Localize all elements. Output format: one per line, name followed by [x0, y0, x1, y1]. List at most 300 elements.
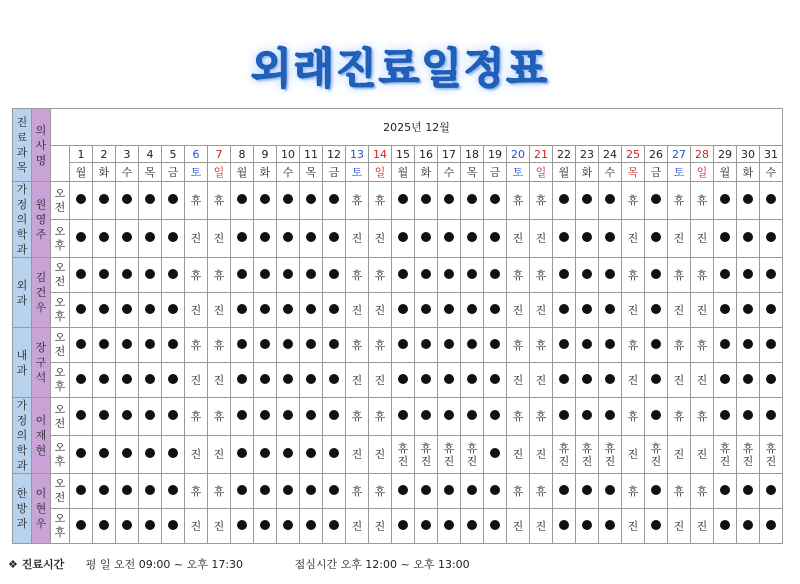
- clinic-open-dot-icon: [444, 520, 454, 530]
- clinic-open-dot-icon: [145, 304, 155, 314]
- clinic-open-dot-icon: [582, 269, 592, 279]
- schedule-cell: [668, 182, 691, 220]
- day-of-week: 토: [346, 163, 369, 182]
- clinic-open-dot-icon: [743, 232, 753, 242]
- clinic-open-dot-icon: [260, 374, 270, 384]
- schedule-cell: [277, 220, 300, 258]
- closed-mark: 휴: [696, 194, 708, 207]
- clinic-open-dot-icon: [329, 194, 339, 204]
- closed-mark: 휴 진: [604, 441, 616, 468]
- schedule-cell: [507, 363, 530, 398]
- schedule-cell: [599, 363, 622, 398]
- schedule-cell: [691, 474, 714, 509]
- clinic-open-dot-icon: [766, 232, 776, 242]
- schedule-cell: [93, 509, 116, 544]
- schedule-cell: [484, 509, 507, 544]
- schedule-cell: [346, 363, 369, 398]
- clinic-open-dot-icon: [145, 232, 155, 242]
- clinic-open-dot-icon: [720, 339, 730, 349]
- clinic-open-dot-icon: [605, 410, 615, 420]
- clinic-open-dot-icon: [168, 410, 178, 420]
- closed-mark: 휴: [374, 410, 386, 423]
- dept-cell: 내 과: [13, 328, 32, 398]
- closed-mark: 휴: [512, 268, 524, 282]
- table-row: [13, 474, 783, 509]
- schedule-cell: [714, 436, 737, 474]
- clinic-open-dot-icon: [582, 194, 592, 204]
- day-of-week: 수: [277, 163, 300, 182]
- clinic-open-dot-icon: [398, 232, 408, 242]
- clinic-open-dot-icon: [145, 448, 155, 458]
- clinic-open-dot-icon: [421, 374, 431, 384]
- doctor-cell: 이 재 현: [32, 398, 51, 474]
- clinic-open-dot-icon: [605, 304, 615, 314]
- schedule-cell: [231, 363, 254, 398]
- schedule-cell: [507, 182, 530, 220]
- clinic-open-dot-icon: [260, 304, 270, 314]
- clinic-open-dot-icon: [490, 374, 500, 384]
- closed-mark: 진: [535, 373, 547, 387]
- clinic-open-dot-icon: [559, 269, 569, 279]
- clinic-open-dot-icon: [99, 520, 109, 530]
- clinic-open-dot-icon: [283, 520, 293, 530]
- closed-mark: 휴: [213, 268, 225, 282]
- day-of-week: 목: [139, 163, 162, 182]
- day-of-week: 화: [415, 163, 438, 182]
- day-number: 31: [760, 146, 783, 163]
- clinic-open-dot-icon: [559, 232, 569, 242]
- schedule-cell: [438, 474, 461, 509]
- day-number: 15: [392, 146, 415, 163]
- schedule-cell: [760, 509, 783, 544]
- schedule-cell: [438, 258, 461, 293]
- schedule-cell: [185, 328, 208, 363]
- schedule-cell: [369, 398, 392, 436]
- closed-mark: 진: [696, 448, 708, 461]
- schedule-cell: [530, 182, 553, 220]
- closed-mark: 휴: [374, 484, 386, 498]
- schedule-cell: [576, 258, 599, 293]
- schedule-cell: [622, 258, 645, 293]
- closed-mark: 휴: [627, 410, 639, 423]
- closed-mark: 휴 진: [420, 441, 432, 468]
- clinic-open-dot-icon: [99, 339, 109, 349]
- schedule-cell: [576, 182, 599, 220]
- clinic-open-dot-icon: [421, 269, 431, 279]
- schedule-cell: [622, 474, 645, 509]
- schedule-cell: [116, 363, 139, 398]
- schedule-cell: [369, 509, 392, 544]
- schedule-cell: [323, 509, 346, 544]
- clinic-open-dot-icon: [421, 410, 431, 420]
- clinic-open-dot-icon: [398, 520, 408, 530]
- schedule-cell: [530, 363, 553, 398]
- schedule-cell: [438, 509, 461, 544]
- closed-mark: 진: [535, 232, 547, 245]
- clinic-open-dot-icon: [559, 374, 569, 384]
- schedule-cell: [599, 220, 622, 258]
- schedule-cell: [668, 436, 691, 474]
- doctor-cell: 김 건 우: [32, 258, 51, 328]
- clinic-open-dot-icon: [766, 374, 776, 384]
- schedule-cell: [737, 436, 760, 474]
- closed-mark: 진: [535, 448, 547, 461]
- closed-mark: 진: [351, 519, 363, 533]
- schedule-cell: [254, 328, 277, 363]
- schedule-cell: [415, 509, 438, 544]
- clinic-open-dot-icon: [766, 410, 776, 420]
- clinic-open-dot-icon: [122, 374, 132, 384]
- schedule-cell: [484, 293, 507, 328]
- clinic-open-dot-icon: [283, 339, 293, 349]
- clinic-open-dot-icon: [168, 520, 178, 530]
- day-number: 14: [369, 146, 392, 163]
- schedule-cell: [162, 220, 185, 258]
- clinic-open-dot-icon: [467, 410, 477, 420]
- clinic-open-dot-icon: [306, 485, 316, 495]
- schedule-cell: [139, 398, 162, 436]
- closed-mark: 휴: [627, 338, 639, 352]
- schedule-cell: [714, 220, 737, 258]
- schedule-table: [12, 108, 783, 544]
- closed-mark: 진: [213, 519, 225, 533]
- clinic-open-dot-icon: [444, 304, 454, 314]
- clinic-open-dot-icon: [122, 520, 132, 530]
- day-of-week: 토: [668, 163, 691, 182]
- closed-mark: 휴: [627, 268, 639, 282]
- clinic-open-dot-icon: [605, 232, 615, 242]
- day-number: 4: [139, 146, 162, 163]
- schedule-cell: [300, 328, 323, 363]
- clinic-open-dot-icon: [237, 374, 247, 384]
- clinic-open-dot-icon: [605, 194, 615, 204]
- schedule-cell: [553, 293, 576, 328]
- day-number: 25: [622, 146, 645, 163]
- schedule-cell: [415, 182, 438, 220]
- clinic-open-dot-icon: [421, 194, 431, 204]
- schedule-cell: [553, 474, 576, 509]
- clinic-open-dot-icon: [766, 269, 776, 279]
- schedule-cell: [277, 474, 300, 509]
- clinic-open-dot-icon: [467, 485, 477, 495]
- schedule-cell: [438, 436, 461, 474]
- closed-mark: 휴 진: [650, 441, 662, 468]
- schedule-cell: [553, 328, 576, 363]
- schedule-cell: [254, 293, 277, 328]
- closed-mark: 진: [351, 303, 363, 317]
- schedule-cell: [461, 328, 484, 363]
- clinic-open-dot-icon: [605, 339, 615, 349]
- schedule-cell: [277, 436, 300, 474]
- schedule-cell: [576, 220, 599, 258]
- day-of-week: 월: [392, 163, 415, 182]
- clinic-open-dot-icon: [76, 485, 86, 495]
- schedule-cell: [668, 220, 691, 258]
- schedule-cell: [553, 258, 576, 293]
- schedule-cell: [369, 182, 392, 220]
- table-row: [13, 436, 783, 474]
- clinic-open-dot-icon: [743, 520, 753, 530]
- closed-mark: 휴: [351, 484, 363, 498]
- schedule-cell: [599, 293, 622, 328]
- clinic-open-dot-icon: [582, 410, 592, 420]
- session-cell: 오 전: [51, 398, 70, 436]
- closed-mark: 진: [696, 303, 708, 317]
- doctor-cell: 이 현 우: [32, 474, 51, 544]
- day-number: 22: [553, 146, 576, 163]
- closed-mark: 진: [374, 232, 386, 245]
- closed-mark: 진: [696, 232, 708, 245]
- schedule-cell: [116, 328, 139, 363]
- closed-mark: 진: [535, 303, 547, 317]
- day-of-week: 월: [553, 163, 576, 182]
- closed-mark: 진: [512, 232, 524, 245]
- schedule-cell: [208, 220, 231, 258]
- clinic-open-dot-icon: [720, 232, 730, 242]
- clinic-open-dot-icon: [260, 410, 270, 420]
- clinic-open-dot-icon: [490, 520, 500, 530]
- clinic-open-dot-icon: [76, 304, 86, 314]
- clinic-open-dot-icon: [306, 232, 316, 242]
- schedule-cell: [93, 398, 116, 436]
- schedule-cell: [346, 328, 369, 363]
- clinic-open-dot-icon: [306, 339, 316, 349]
- schedule-cell: [691, 363, 714, 398]
- schedule-cell: [162, 182, 185, 220]
- clinic-open-dot-icon: [605, 485, 615, 495]
- clinic-open-dot-icon: [237, 410, 247, 420]
- schedule-cell: [645, 509, 668, 544]
- closed-mark: 진: [627, 519, 639, 533]
- schedule-cell: [70, 474, 93, 509]
- clinic-open-dot-icon: [99, 232, 109, 242]
- schedule-cell: [691, 293, 714, 328]
- closed-mark: 진: [374, 448, 386, 461]
- session-cell: 오 후: [51, 509, 70, 544]
- clinic-open-dot-icon: [743, 339, 753, 349]
- schedule-cell: [461, 220, 484, 258]
- closed-mark: 진: [190, 519, 202, 533]
- clinic-open-dot-icon: [421, 520, 431, 530]
- day-number: 24: [599, 146, 622, 163]
- schedule-cell: [691, 220, 714, 258]
- schedule-cell: [599, 182, 622, 220]
- clinic-open-dot-icon: [582, 374, 592, 384]
- dept-header: 진 료 과 목: [13, 109, 32, 182]
- schedule-cell: [369, 363, 392, 398]
- schedule-cell: [530, 509, 553, 544]
- closed-mark: 진: [374, 519, 386, 533]
- schedule-cell: [346, 182, 369, 220]
- clinic-open-dot-icon: [444, 232, 454, 242]
- month-title: 2025년 12월: [51, 109, 783, 146]
- clinic-open-dot-icon: [720, 374, 730, 384]
- closed-mark: 진: [512, 303, 524, 317]
- schedule-cell: [415, 398, 438, 436]
- clinic-open-dot-icon: [467, 269, 477, 279]
- closed-mark: 휴: [696, 268, 708, 282]
- clinic-open-dot-icon: [168, 232, 178, 242]
- clinic-open-dot-icon: [76, 448, 86, 458]
- schedule-cell: [116, 220, 139, 258]
- schedule-cell: [645, 398, 668, 436]
- schedule-cell: [93, 363, 116, 398]
- schedule-cell: [185, 220, 208, 258]
- schedule-cell: [461, 398, 484, 436]
- closed-mark: 진: [627, 232, 639, 245]
- closed-mark: 진: [190, 303, 202, 317]
- schedule-cell: [760, 293, 783, 328]
- clinic-open-dot-icon: [559, 339, 569, 349]
- closed-mark: 휴: [190, 268, 202, 282]
- schedule-cell: [116, 293, 139, 328]
- closed-mark: 휴: [696, 484, 708, 498]
- clinic-open-dot-icon: [743, 194, 753, 204]
- schedule-cell: [714, 293, 737, 328]
- day-of-week: 토: [507, 163, 530, 182]
- clinic-open-dot-icon: [421, 304, 431, 314]
- schedule-cell: [369, 220, 392, 258]
- session-cell: 오 전: [51, 474, 70, 509]
- clinic-open-dot-icon: [122, 410, 132, 420]
- clinic-open-dot-icon: [168, 339, 178, 349]
- schedule-cell: [162, 293, 185, 328]
- clinic-open-dot-icon: [720, 269, 730, 279]
- schedule-cell: [737, 258, 760, 293]
- schedule-cell: [231, 509, 254, 544]
- closed-mark: 휴 진: [719, 441, 731, 468]
- schedule-cell: [553, 436, 576, 474]
- clinic-open-dot-icon: [283, 232, 293, 242]
- clinic-open-dot-icon: [766, 339, 776, 349]
- clinic-open-dot-icon: [467, 304, 477, 314]
- schedule-cell: [599, 474, 622, 509]
- clinic-open-dot-icon: [444, 410, 454, 420]
- schedule-cell: [507, 398, 530, 436]
- schedule-cell: [208, 474, 231, 509]
- schedule-cell: [530, 293, 553, 328]
- schedule-cell: [714, 328, 737, 363]
- day-number: 20: [507, 146, 530, 163]
- clinic-open-dot-icon: [99, 374, 109, 384]
- schedule-cell: [415, 474, 438, 509]
- schedule-cell: [185, 509, 208, 544]
- schedule-cell: [553, 182, 576, 220]
- schedule-cell: [254, 182, 277, 220]
- session-cell: 오 후: [51, 293, 70, 328]
- clinic-open-dot-icon: [651, 374, 661, 384]
- day-of-week: 화: [93, 163, 116, 182]
- clinic-open-dot-icon: [766, 194, 776, 204]
- schedule-cell: [116, 474, 139, 509]
- schedule-cell: [484, 182, 507, 220]
- clinic-open-dot-icon: [743, 304, 753, 314]
- schedule-cell: [576, 328, 599, 363]
- clinic-open-dot-icon: [444, 269, 454, 279]
- schedule-cell: [645, 436, 668, 474]
- clinic-open-dot-icon: [421, 339, 431, 349]
- schedule-cell: [323, 258, 346, 293]
- schedule-cell: [116, 509, 139, 544]
- closed-mark: 휴: [512, 484, 524, 498]
- closed-mark: 휴: [512, 410, 524, 423]
- day-number: 13: [346, 146, 369, 163]
- clinic-open-dot-icon: [122, 339, 132, 349]
- day-number: 7: [208, 146, 231, 163]
- clinic-hours-label: ❖ 진료시간: [8, 558, 65, 571]
- clinic-open-dot-icon: [490, 410, 500, 420]
- clinic-open-dot-icon: [76, 194, 86, 204]
- schedule-cell: [645, 474, 668, 509]
- clinic-open-dot-icon: [76, 339, 86, 349]
- closed-mark: 휴: [535, 410, 547, 423]
- clinic-open-dot-icon: [329, 304, 339, 314]
- day-of-week: 금: [484, 163, 507, 182]
- closed-mark: 휴: [512, 338, 524, 352]
- day-number: 1: [70, 146, 93, 163]
- clinic-open-dot-icon: [398, 339, 408, 349]
- schedule-cell: [93, 436, 116, 474]
- schedule-cell: [576, 509, 599, 544]
- closed-mark: 진: [673, 519, 685, 533]
- clinic-open-dot-icon: [651, 194, 661, 204]
- clinic-open-dot-icon: [145, 269, 155, 279]
- schedule-cell: [622, 220, 645, 258]
- clinic-open-dot-icon: [145, 410, 155, 420]
- closed-mark: 휴: [512, 194, 524, 207]
- closed-mark: 진: [673, 232, 685, 245]
- schedule-cell: [668, 363, 691, 398]
- schedule-cell: [254, 220, 277, 258]
- day-number: 26: [645, 146, 668, 163]
- clinic-open-dot-icon: [260, 520, 270, 530]
- schedule-cell: [162, 509, 185, 544]
- clinic-open-dot-icon: [766, 304, 776, 314]
- clinic-open-dot-icon: [605, 269, 615, 279]
- schedule-cell: [760, 474, 783, 509]
- table-row: [13, 220, 783, 258]
- schedule-cell: [484, 220, 507, 258]
- schedule-cell: [392, 474, 415, 509]
- closed-mark: 휴 진: [742, 441, 754, 468]
- schedule-cell: [553, 509, 576, 544]
- schedule-cell: [116, 258, 139, 293]
- clinic-open-dot-icon: [76, 410, 86, 420]
- schedule-cell: [208, 182, 231, 220]
- closed-mark: 휴: [351, 268, 363, 282]
- schedule-cell: [231, 220, 254, 258]
- closed-mark: 진: [213, 373, 225, 387]
- closed-mark: 진: [374, 303, 386, 317]
- closed-mark: 휴: [535, 338, 547, 352]
- day-of-week: 금: [645, 163, 668, 182]
- clinic-open-dot-icon: [582, 232, 592, 242]
- schedule-cell: [760, 328, 783, 363]
- schedule-cell: [415, 258, 438, 293]
- schedule-cell: [461, 258, 484, 293]
- schedule-cell: [737, 293, 760, 328]
- schedule-cell: [323, 436, 346, 474]
- closed-mark: 진: [627, 303, 639, 317]
- clinic-open-dot-icon: [421, 485, 431, 495]
- day-number: 9: [254, 146, 277, 163]
- clinic-open-dot-icon: [720, 485, 730, 495]
- schedule-cell: [415, 363, 438, 398]
- schedule-cell: [668, 293, 691, 328]
- schedule-cell: [737, 474, 760, 509]
- clinic-open-dot-icon: [260, 232, 270, 242]
- schedule-cell: [70, 436, 93, 474]
